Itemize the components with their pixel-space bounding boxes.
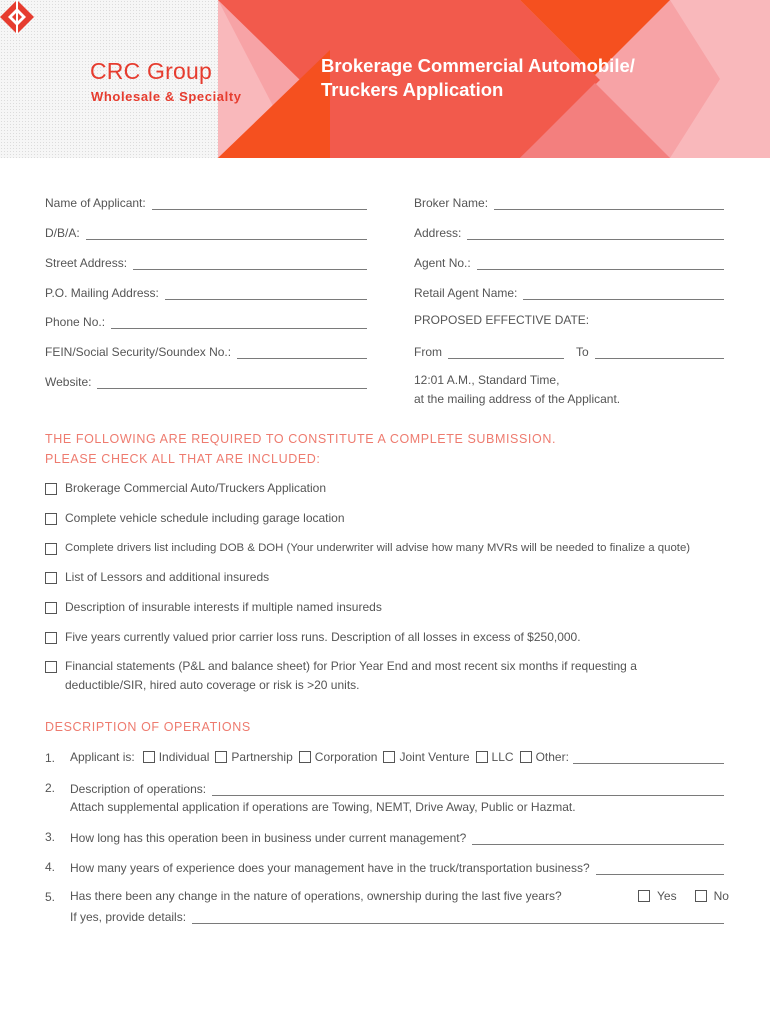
q5-details-line[interactable]	[192, 911, 724, 924]
option-llc[interactable]: LLC	[476, 750, 514, 764]
requirement-item[interactable]: Five years currently valued prior carrier loss runs. Description of all losses in excess of $250,000.	[45, 631, 581, 647]
applicant-name-label: Name of Applicant:	[45, 196, 146, 210]
fein-line[interactable]	[237, 346, 367, 359]
to-date-field[interactable]	[576, 343, 724, 359]
retail-agent-label: Retail Agent Name:	[414, 286, 518, 300]
header-banner	[0, 0, 770, 158]
q2-line[interactable]	[212, 783, 724, 796]
logo-name: CRC Group	[90, 58, 212, 84]
checkbox[interactable]	[45, 513, 57, 525]
checkbox[interactable]	[476, 751, 488, 763]
title-line-2: Truckers Application	[321, 79, 504, 100]
dba-label: D/B/A:	[45, 226, 80, 240]
question-4-number: 4.	[45, 860, 56, 874]
q5-label: Has there been any change in the nature of operations, ownership during the last five years?	[70, 889, 562, 903]
from-label: From	[414, 345, 442, 359]
broker-name-field[interactable]	[414, 194, 724, 210]
other-line[interactable]	[573, 751, 724, 764]
po-address-line[interactable]	[165, 287, 367, 300]
from-date-line[interactable]	[448, 346, 564, 359]
broker-name-label: Broker Name:	[414, 196, 489, 210]
option-other[interactable]: Other:	[520, 750, 569, 764]
phone-label: Phone No.:	[45, 315, 106, 329]
dba-field[interactable]	[45, 224, 367, 240]
phone-field[interactable]	[45, 313, 367, 329]
checkbox[interactable]	[520, 751, 532, 763]
requirement-item[interactable]: Complete vehicle schedule including garage location	[45, 512, 345, 528]
q4-label: How many years of experience does your management have in the truck/transportation business?	[70, 861, 590, 875]
broker-name-line[interactable]	[494, 197, 724, 210]
requirements-heading-2: PLEASE CHECK ALL THAT ARE INCLUDED:	[45, 452, 321, 466]
page-title	[321, 54, 701, 102]
checkbox[interactable]	[45, 661, 57, 673]
to-date-line[interactable]	[595, 346, 724, 359]
checkbox[interactable]	[695, 890, 707, 902]
checkbox[interactable]	[45, 572, 57, 584]
website-label: Website:	[45, 375, 92, 389]
retail-agent-field[interactable]	[414, 284, 724, 300]
checkbox[interactable]	[45, 483, 57, 495]
requirement-text: Financial statements (P&L and balance sheet) for Prior Year End and most recent six months if requesting a deductible/SIR, hired auto coverage or risk is >20 units.	[65, 659, 637, 692]
time-note-line-1: 12:01 A.M., Standard Time,	[414, 373, 560, 387]
checkbox[interactable]	[143, 751, 155, 763]
q5-details-label: If yes, provide details:	[70, 910, 187, 924]
question-1-number: 1.	[45, 751, 56, 765]
applicant-name-field[interactable]	[45, 194, 367, 210]
question-1	[70, 750, 724, 764]
street-address-line[interactable]	[133, 257, 367, 270]
operations-heading: DESCRIPTION OF OPERATIONS	[45, 720, 251, 734]
po-address-label: P.O. Mailing Address:	[45, 286, 159, 300]
phone-line[interactable]	[111, 316, 367, 329]
option-corporation[interactable]: Corporation	[299, 750, 378, 764]
applicant-name-line[interactable]	[152, 197, 367, 210]
option-yes[interactable]: Yes	[638, 889, 677, 903]
question-2-number: 2.	[45, 781, 56, 795]
agent-no-field[interactable]	[414, 254, 724, 270]
q4-line[interactable]	[596, 862, 724, 875]
crc-logo-icon	[0, 0, 34, 34]
from-date-field[interactable]	[414, 343, 564, 359]
checkbox[interactable]	[215, 751, 227, 763]
requirement-item[interactable]	[45, 660, 637, 695]
requirement-item[interactable]: Brokerage Commercial Auto/Truckers Application	[45, 482, 326, 498]
street-address-label: Street Address:	[45, 256, 128, 270]
management-experience-field[interactable]	[70, 859, 724, 875]
website-line[interactable]	[97, 376, 367, 389]
q3-label: How long has this operation been in business under current management?	[70, 831, 467, 845]
option-individual[interactable]: Individual	[143, 750, 210, 764]
question-5-number: 5.	[45, 890, 56, 904]
requirement-item[interactable]: List of Lessors and additional insureds	[45, 571, 269, 587]
checkbox[interactable]	[45, 543, 57, 555]
q2-note: Attach supplemental application if operations are Towing, NEMT, Drive Away, Public or Hazmat.	[70, 800, 576, 814]
time-note-line-2: at the mailing address of the Applicant.	[414, 392, 621, 406]
fein-label: FEIN/Social Security/Soundex No.:	[45, 345, 232, 359]
description-of-operations-field[interactable]	[70, 780, 724, 796]
checkbox[interactable]	[45, 632, 57, 644]
agent-no-label: Agent No.:	[414, 256, 471, 270]
agent-no-line[interactable]	[477, 257, 724, 270]
street-address-field[interactable]	[45, 254, 367, 270]
po-address-field[interactable]	[45, 284, 367, 300]
checkbox[interactable]	[383, 751, 395, 763]
title-line-1: Brokerage Commercial Automobile/	[321, 55, 635, 76]
q3-line[interactable]	[472, 832, 724, 845]
q5-options	[638, 889, 729, 903]
option-joint-venture[interactable]: Joint Venture	[383, 750, 469, 764]
dba-line[interactable]	[86, 227, 367, 240]
broker-address-label: Address:	[414, 226, 462, 240]
q2-label: Description of operations:	[70, 782, 207, 796]
fein-field[interactable]	[45, 343, 367, 359]
requirement-item[interactable]: Description of insurable interests if multiple named insureds	[45, 601, 382, 617]
checkbox[interactable]	[638, 890, 650, 902]
change-details-field[interactable]	[70, 908, 724, 924]
to-label: To	[576, 345, 589, 359]
website-field[interactable]	[45, 373, 367, 389]
proposed-date-label: PROPOSED EFFECTIVE DATE:	[414, 313, 590, 327]
logo-tagline: Wholesale & Specialty	[91, 89, 242, 104]
broker-address-line[interactable]	[467, 227, 724, 240]
requirements-heading-1: THE FOLLOWING ARE REQUIRED TO CONSTITUTE A COMPLETE SUBMISSION.	[45, 432, 557, 446]
broker-address-field[interactable]	[414, 224, 724, 240]
checkbox[interactable]	[299, 751, 311, 763]
retail-agent-line[interactable]	[523, 287, 724, 300]
checkbox[interactable]	[45, 602, 57, 614]
q1-label: Applicant is:	[70, 750, 135, 764]
years-in-business-field[interactable]	[70, 829, 724, 845]
requirement-item[interactable]: Complete drivers list including DOB & DOH (Your underwriter will advise how many MVRs will be needed to finalize a quote)	[45, 542, 690, 558]
option-no[interactable]: No	[695, 889, 729, 903]
question-3-number: 3.	[45, 830, 56, 844]
option-partnership[interactable]: Partnership	[215, 750, 292, 764]
